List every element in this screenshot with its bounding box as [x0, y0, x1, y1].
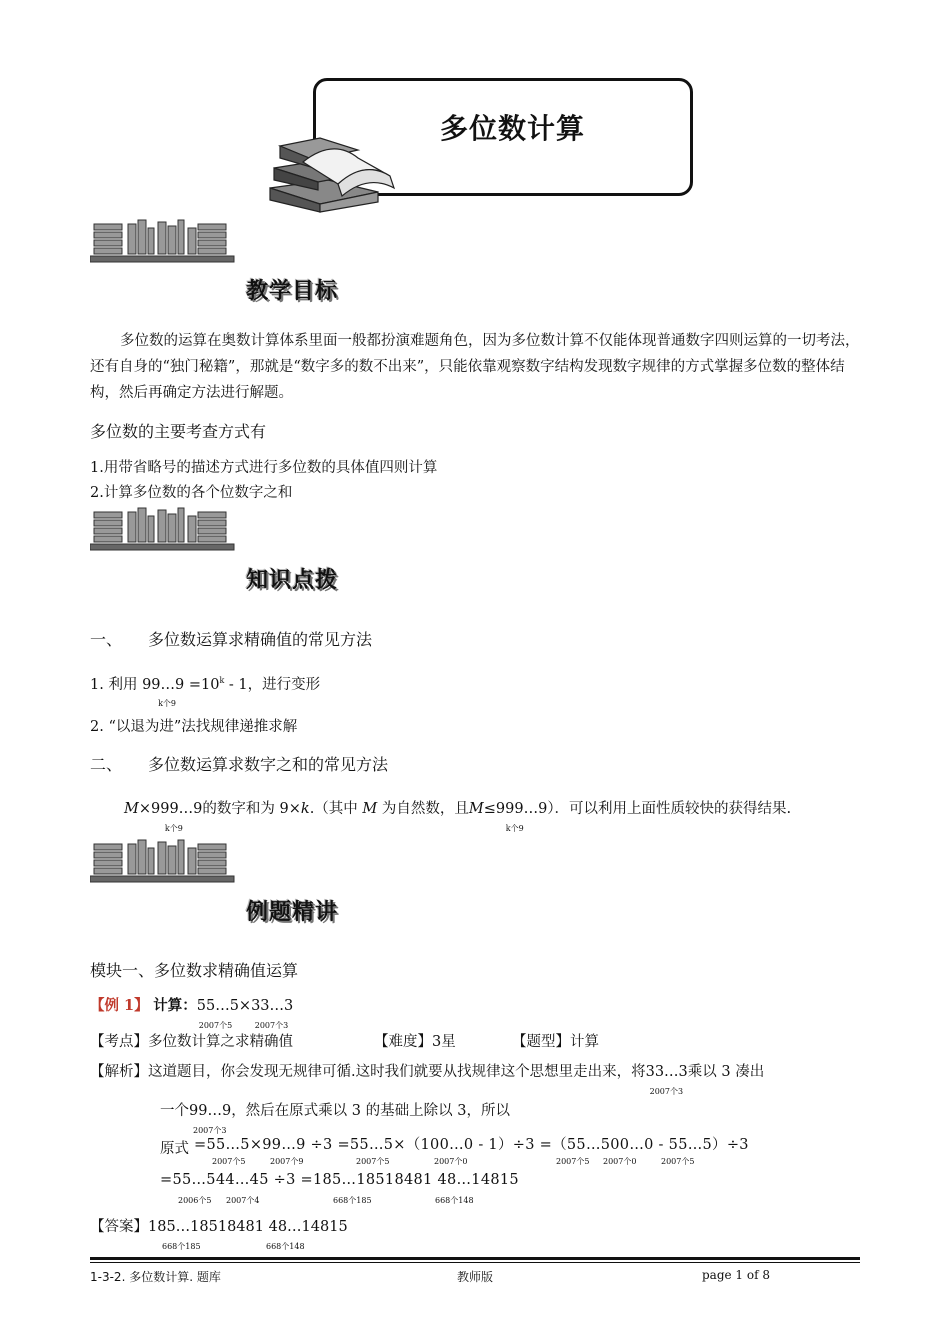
analysis-line-1 [90, 1060, 765, 1096]
section-heading-examples: 例题精讲 [246, 900, 339, 925]
method-tail: - 1，进行变形 [224, 677, 321, 693]
math-expression [196, 998, 294, 1030]
subscript-label: 2007个0 [603, 1157, 637, 1166]
expr-text: ×999…9 [138, 801, 203, 817]
yuanshi-label: 原式 [160, 1141, 189, 1157]
var-m: M [124, 801, 139, 817]
equation-line-2: =55…544…45 ÷3 =185…18518481 48…14815 [160, 1172, 519, 1188]
expr-text: 99…9 [189, 1103, 232, 1119]
subscript-label: k个9 [505, 824, 524, 833]
nandu-label: 【难度】 [374, 1034, 432, 1050]
page-title: 多位数计算 [440, 112, 586, 145]
subscript-label: 2007个5 [356, 1157, 390, 1166]
kaodian-label: 【考点】 [90, 1034, 148, 1050]
subscript-label: k个9 [158, 699, 176, 709]
analysis-text: 这道题目，你会发现无规律可循.这时我们就要从找规律这个思想里走出来，将 [148, 1064, 646, 1080]
subscript-label: 2007个3 [649, 1087, 684, 1096]
subscript-label: 668个148 [435, 1196, 474, 1205]
subscript-label: 2006个5 [178, 1196, 212, 1205]
subscript-label: 2007个5 [198, 1021, 233, 1030]
subscript-label: 668个185 [333, 1196, 372, 1205]
subscript-label: 2007个0 [434, 1157, 468, 1166]
answer-row [90, 1215, 348, 1251]
subscript-label: 2007个5 [556, 1157, 590, 1166]
subscript-label: 668个185 [162, 1242, 201, 1251]
text: 为自然数，且 [381, 801, 469, 817]
expr-text: 33…3 [645, 1064, 688, 1080]
main-way-item: 2.计算多位数的各个位数字之和 [90, 485, 293, 501]
bookshelf-icon [90, 506, 235, 556]
expr-text: 99…9 =10 [142, 677, 220, 693]
meta-difficulty [374, 1030, 456, 1051]
subscript-label: 668个148 [266, 1242, 305, 1251]
math-expression [148, 1219, 348, 1251]
tixing-value: 计算 [570, 1034, 599, 1050]
digit-sum-rule [124, 797, 792, 833]
section-heading-goals: 教学目标 [246, 279, 339, 304]
math-expression [142, 676, 225, 709]
equation-line-1: =55…5×99…9 ÷3 =55…5×（100…0 - 1）÷3 =（55…500…0 - 55…5）÷3 [194, 1137, 749, 1153]
math-expression [483, 801, 548, 833]
text: ）．可以利用上面性质较快的获得结果. [547, 801, 792, 817]
books-illustration [258, 118, 398, 214]
kaodian-value: 多位数计算之求精确值 [148, 1034, 293, 1050]
bookshelf-icon [90, 218, 235, 268]
analysis-text: 乘以 3 凑出 [687, 1064, 765, 1080]
var-m: M [468, 801, 484, 817]
main-ways-heading: 多位数的主要考查方式有 [90, 422, 267, 441]
footer-rule-thin [90, 1262, 860, 1263]
subscript-label: 2007个5 [661, 1157, 695, 1166]
example-label: 计算： [153, 998, 197, 1014]
equation-1-subscripts [0, 1156, 950, 1168]
expr-text: 55…5×33…3 [196, 998, 294, 1014]
method-prefix: 1. 利用 [90, 677, 138, 693]
module-heading: 模块一、多位数求精确值运算 [90, 961, 299, 980]
tixing-label: 【题型】 [512, 1034, 570, 1050]
bookshelf-icon [90, 838, 235, 888]
var-k: k [300, 801, 310, 817]
main-way-item: 1.用带省略号的描述方式进行多位数的具体值四则计算 [90, 460, 438, 476]
nandu-value: 3星 [432, 1034, 456, 1050]
analysis-text: ，然后在原式乘以 3 的基础上除以 3，所以 [231, 1103, 510, 1119]
expr-text: ≤999…9 [483, 801, 548, 817]
text: 的数字和为 9× [202, 801, 301, 817]
meta-type [512, 1030, 599, 1051]
subscript-label: 2007个3 [193, 1126, 227, 1135]
analysis-text: 一个 [160, 1103, 189, 1119]
subscript-label: 2007个4 [226, 1196, 260, 1205]
math-expression [189, 1103, 232, 1135]
subscript-label: k个9 [164, 824, 183, 833]
meta-row [90, 1030, 293, 1051]
equation-2-subscripts [0, 1195, 950, 1207]
math-expression [138, 801, 203, 833]
footer-center: 教师版 [457, 1270, 494, 1284]
footer-page-number: page 1 of 8 [702, 1268, 770, 1282]
var-m: M [362, 801, 378, 817]
intro-paragraph: 多位数的运算在奥数计算体系里面一般都扮演难题角色，因为多位数计算不仅能体现普通数字四则运算的一切考法，还有自身的“独门秘籍”，那就是“数字多的数不出来”，只能依靠观察数字结构发现数字规律的方式掌握多位数的整体结构，然后再确定方法进行解题。 [90, 333, 860, 401]
method-2: 2. “以退为进”法找规律递推求解 [90, 719, 298, 735]
part-number: 二、 [90, 755, 123, 774]
math-expression [645, 1064, 688, 1096]
exponent: k [219, 676, 225, 686]
analysis-label: 【解析】 [90, 1064, 148, 1080]
expr-text: 185…18518481 48…14815 [148, 1219, 348, 1235]
footer-left: 1-3-2. 多位数计算. 题库 [90, 1270, 221, 1284]
part-title: 多位数运算求数字之和的常见方法 [148, 755, 389, 774]
subscript-label: 2007个3 [254, 1021, 289, 1030]
method-1 [90, 673, 321, 709]
analysis-line-2 [160, 1099, 510, 1135]
part-title: 多位数运算求精确值的常见方法 [148, 630, 373, 649]
section-heading-knowledge: 知识点拨 [246, 568, 339, 593]
footer-rule [90, 1257, 860, 1260]
example-tag: 【例 1】 [90, 997, 149, 1014]
part-number: 一、 [90, 630, 123, 649]
example-1 [90, 994, 294, 1030]
subscript-label: 2007个5 [212, 1157, 246, 1166]
text: .（其中 [309, 801, 358, 817]
subscript-label: 2007个9 [270, 1157, 304, 1166]
answer-label: 【答案】 [90, 1219, 148, 1235]
